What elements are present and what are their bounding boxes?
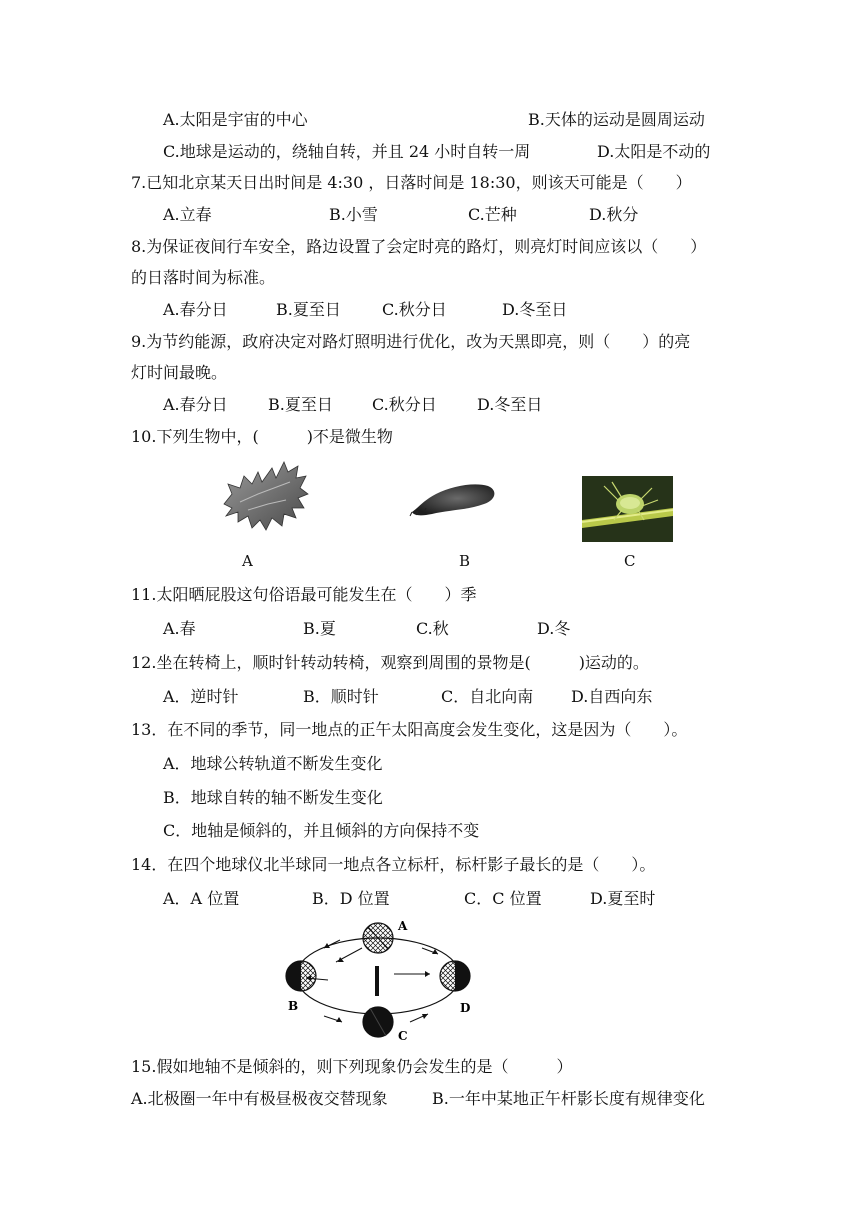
- figure-c-caption: C: [624, 552, 636, 570]
- paramecium-image: [408, 478, 498, 520]
- q14-stem: 14．在四个地球仪北半球同一地点各立标杆，标杆影子最长的是（ ）。: [131, 855, 656, 874]
- q8-stem-line2: 的日落时间为标准。: [131, 268, 276, 287]
- q11-option-d: D.冬: [537, 619, 571, 638]
- sun-bar: [375, 966, 379, 996]
- q7-option-a: A.立春: [163, 205, 212, 224]
- q9-option-d: D.冬至日: [477, 395, 543, 414]
- figure-a-caption: A: [242, 552, 253, 570]
- aphid-image: [582, 476, 673, 542]
- q12-stem: 12.坐在转椅上，顺时针转动转椅，观察到周围的景物是( )运动的。: [131, 653, 649, 672]
- q14-option-d: D.夏至时: [590, 889, 656, 908]
- q12-option-b: B．顺时针: [303, 687, 379, 706]
- q9-stem-line2: 灯时间最晚。: [131, 363, 228, 382]
- figure-b-caption: B: [459, 552, 471, 570]
- q14-option-b: B．D 位置: [312, 889, 390, 908]
- q8-stem-line1: 8.为保证夜间行车安全，路边设置了会定时亮的路灯，则亮灯时间应该以（ ）: [131, 237, 707, 256]
- q8-option-c: C.秋分日: [382, 300, 447, 319]
- q14-option-a: A．A 位置: [163, 889, 240, 908]
- q9-option-a: A.春分日: [163, 395, 228, 414]
- q8-option-b: B.夏至日: [276, 300, 341, 319]
- q8-option-a: A.春分日: [163, 300, 228, 319]
- q7-option-d: D.秋分: [589, 205, 639, 224]
- q10-stem: 10.下列生物中，( )不是微生物: [131, 427, 393, 446]
- q13-stem: 13．在不同的季节，同一地点的正午太阳高度会发生变化，这是因为（ ）。: [131, 720, 688, 739]
- label-a: A: [398, 919, 408, 933]
- q11-stem: 11.太阳晒屁股这句俗语最可能发生在（ ）季: [131, 585, 477, 604]
- q9-option-c: C.秋分日: [372, 395, 437, 414]
- q12-option-d: D.自西向东: [571, 687, 653, 706]
- earth-position-b: [286, 961, 316, 991]
- lichen-image: [218, 458, 310, 534]
- earth-position-a: [363, 923, 393, 953]
- q12-option-a: A．逆时针: [163, 687, 239, 706]
- q8-option-d: D.冬至日: [502, 300, 568, 319]
- q6-option-d: D.太阳是不动的: [597, 142, 711, 161]
- label-c: C: [398, 1029, 408, 1042]
- q7-option-b: B.小雪: [329, 205, 378, 224]
- q6-option-b: B.天体的运动是圆周运动: [528, 110, 705, 129]
- q6-option-c: C.地球是运动的，绕轴自转，并且 24 小时自转一周: [163, 142, 531, 161]
- q11-option-c: C.秋: [416, 619, 449, 638]
- label-d: D: [460, 1001, 471, 1015]
- q13-option-a: A．地球公转轨道不断发生变化: [163, 754, 383, 773]
- q6-option-a: A.太阳是宇宙的中心: [163, 110, 308, 129]
- q15-option-b: B.一年中某地正午杆影长度有规律变化: [432, 1089, 705, 1108]
- earth-position-d: [440, 961, 470, 991]
- q12-option-c: C．自北向南: [441, 687, 534, 706]
- q11-option-b: B.夏: [303, 619, 336, 638]
- label-b: B: [288, 999, 299, 1013]
- q9-option-b: B.夏至日: [268, 395, 333, 414]
- q13-option-c: C．地轴是倾斜的，并且倾斜的方向保持不变: [163, 821, 480, 840]
- q9-stem-line1: 9.为节约能源，政府决定对路灯照明进行优化，改为天黑即亮，则（ ）的亮: [131, 332, 691, 351]
- q14-option-c: C．C 位置: [464, 889, 542, 908]
- q15-stem: 15.假如地轴不是倾斜的，则下列现象仍会发生的是（ ）: [131, 1057, 573, 1076]
- earth-position-c: [363, 1007, 393, 1037]
- earth-orbit-diagram: [278, 918, 478, 1042]
- q15-option-a: A.北极圈一年中有极昼极夜交替现象: [131, 1089, 388, 1108]
- q7-option-c: C.芒种: [468, 205, 517, 224]
- q7-stem: 7.已知北京某天日出时间是 4:30 ，日落时间是 18:30，则该天可能是（ ）: [131, 173, 692, 192]
- q11-option-a: A.春: [163, 619, 196, 638]
- q13-option-b: B．地球自转的轴不断发生变化: [163, 788, 383, 807]
